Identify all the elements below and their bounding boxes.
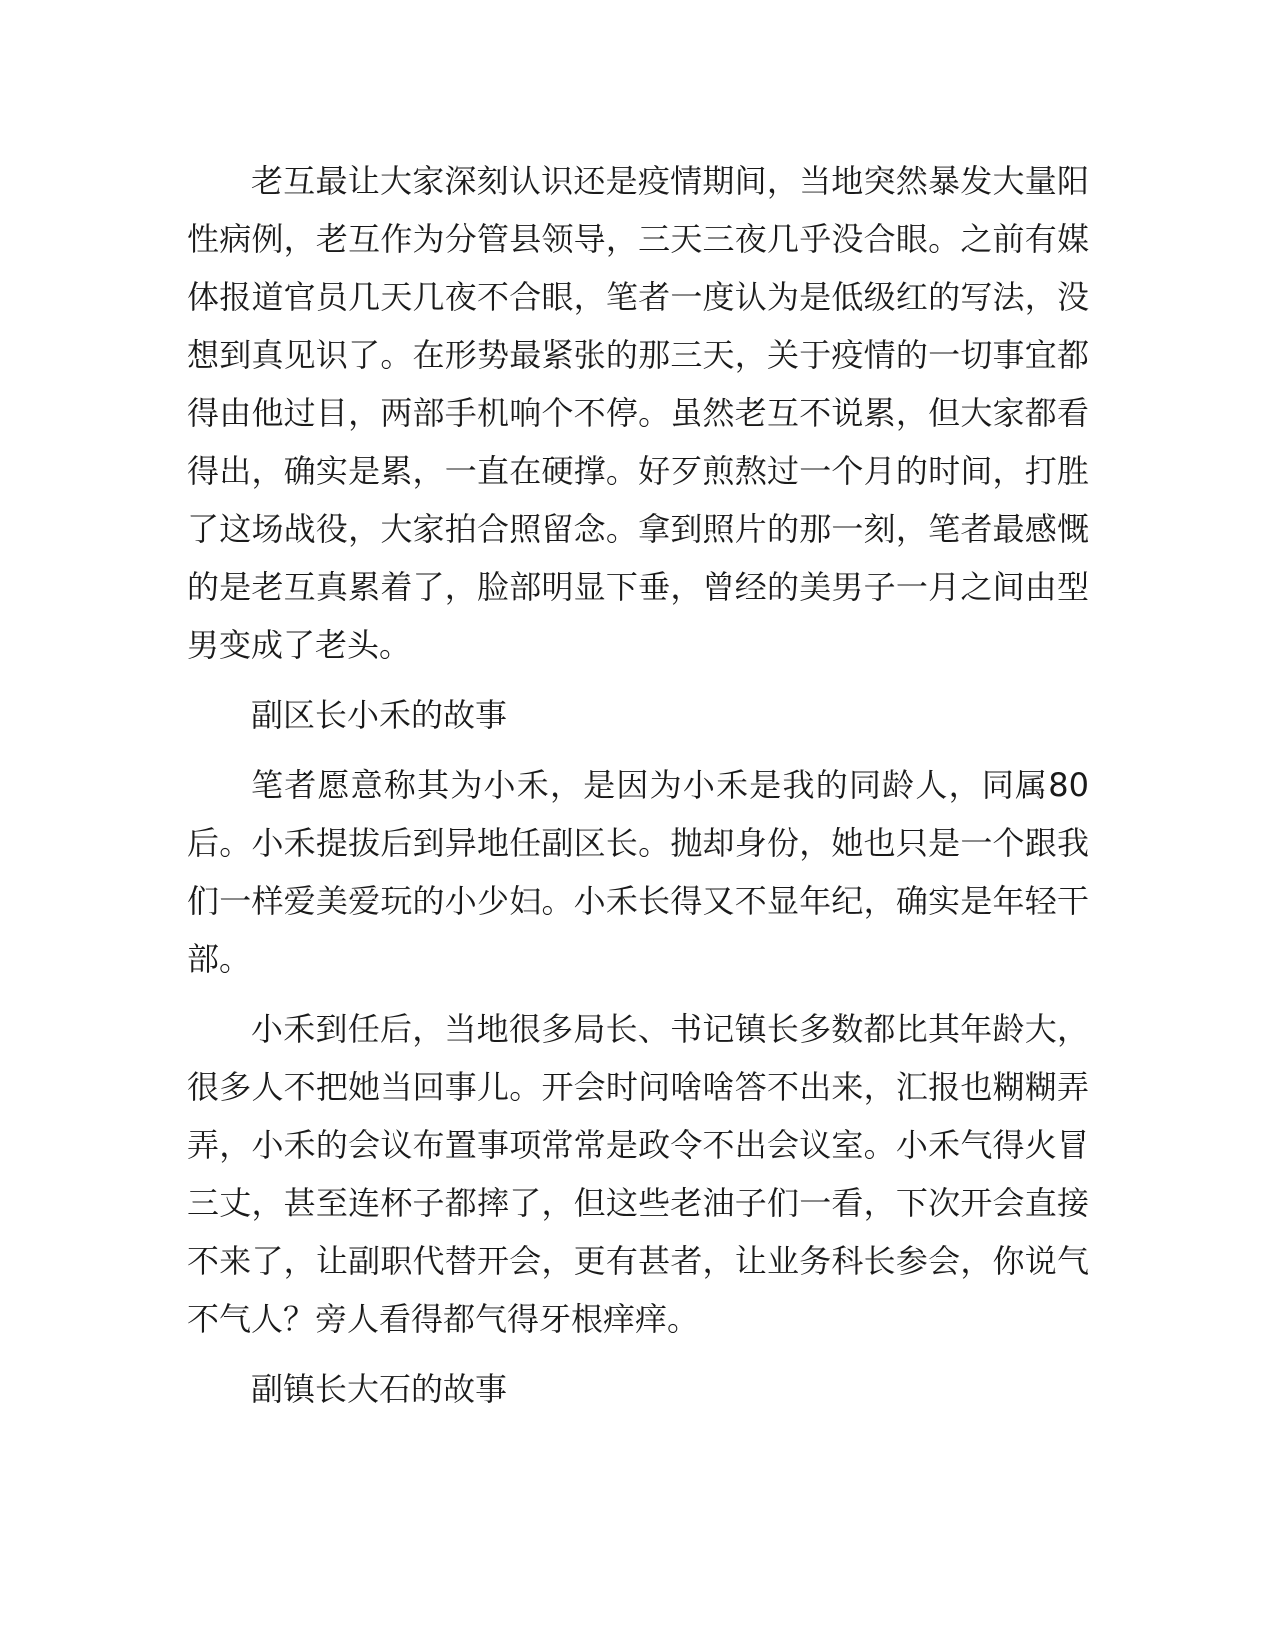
document-body [187, 152, 1089, 1418]
section-heading-xiao-he: 副区长小禾的故事 [251, 696, 508, 734]
section-heading-da-shi: 副镇长大石的故事 [251, 1370, 508, 1408]
paragraph-xiao-he-meetings: 小禾到任后，当地很多局长、书记镇长多数都比其年龄大，很多人不把她当回事儿。开会时问啥啥答不出来，汇报也糊糊弄弄，小禾的会议布置事项常常是政令不出会议室。小禾气得火冒三丈，甚至连杯子都摔了，但这些老油子们一看，下次开会直接不来了，让副职代替开会，更有甚者，让业务科长参会，你说气不气人？旁人看得都气得牙根痒痒。 [187, 1010, 1089, 1338]
paragraph-lao-hu-epidemic: 老互最让大家深刻认识还是疫情期间，当地突然暴发大量阳性病例，老互作为分管县领导，三天三夜几乎没合眼。之前有媒体报道官员几天几夜不合眼，笔者一度认为是低级红的写法，没想到真见识了。在形势最紧张的那三天，关于疫情的一切事宜都得由他过目，两部手机响个不停。虽然老互不说累，但大家都看得出，确实是累，一直在硬撑。好歹煎熬过一个月的时间，打胜了这场战役，大家拍合照留念。拿到照片的那一刻，笔者最感慨的是老互真累着了，脸部明显下垂，曾经的美男子一月之间由型男变成了老头。 [187, 162, 1089, 664]
paragraph-xiao-he-intro: 笔者愿意称其为小禾，是因为小禾是我的同龄人，同属80后。小禾提拔后到异地任副区长。抛却身份，她也只是一个跟我们一样爱美爱玩的小少妇。小禾长得又不显年纪，确实是年轻干部。 [187, 766, 1089, 978]
